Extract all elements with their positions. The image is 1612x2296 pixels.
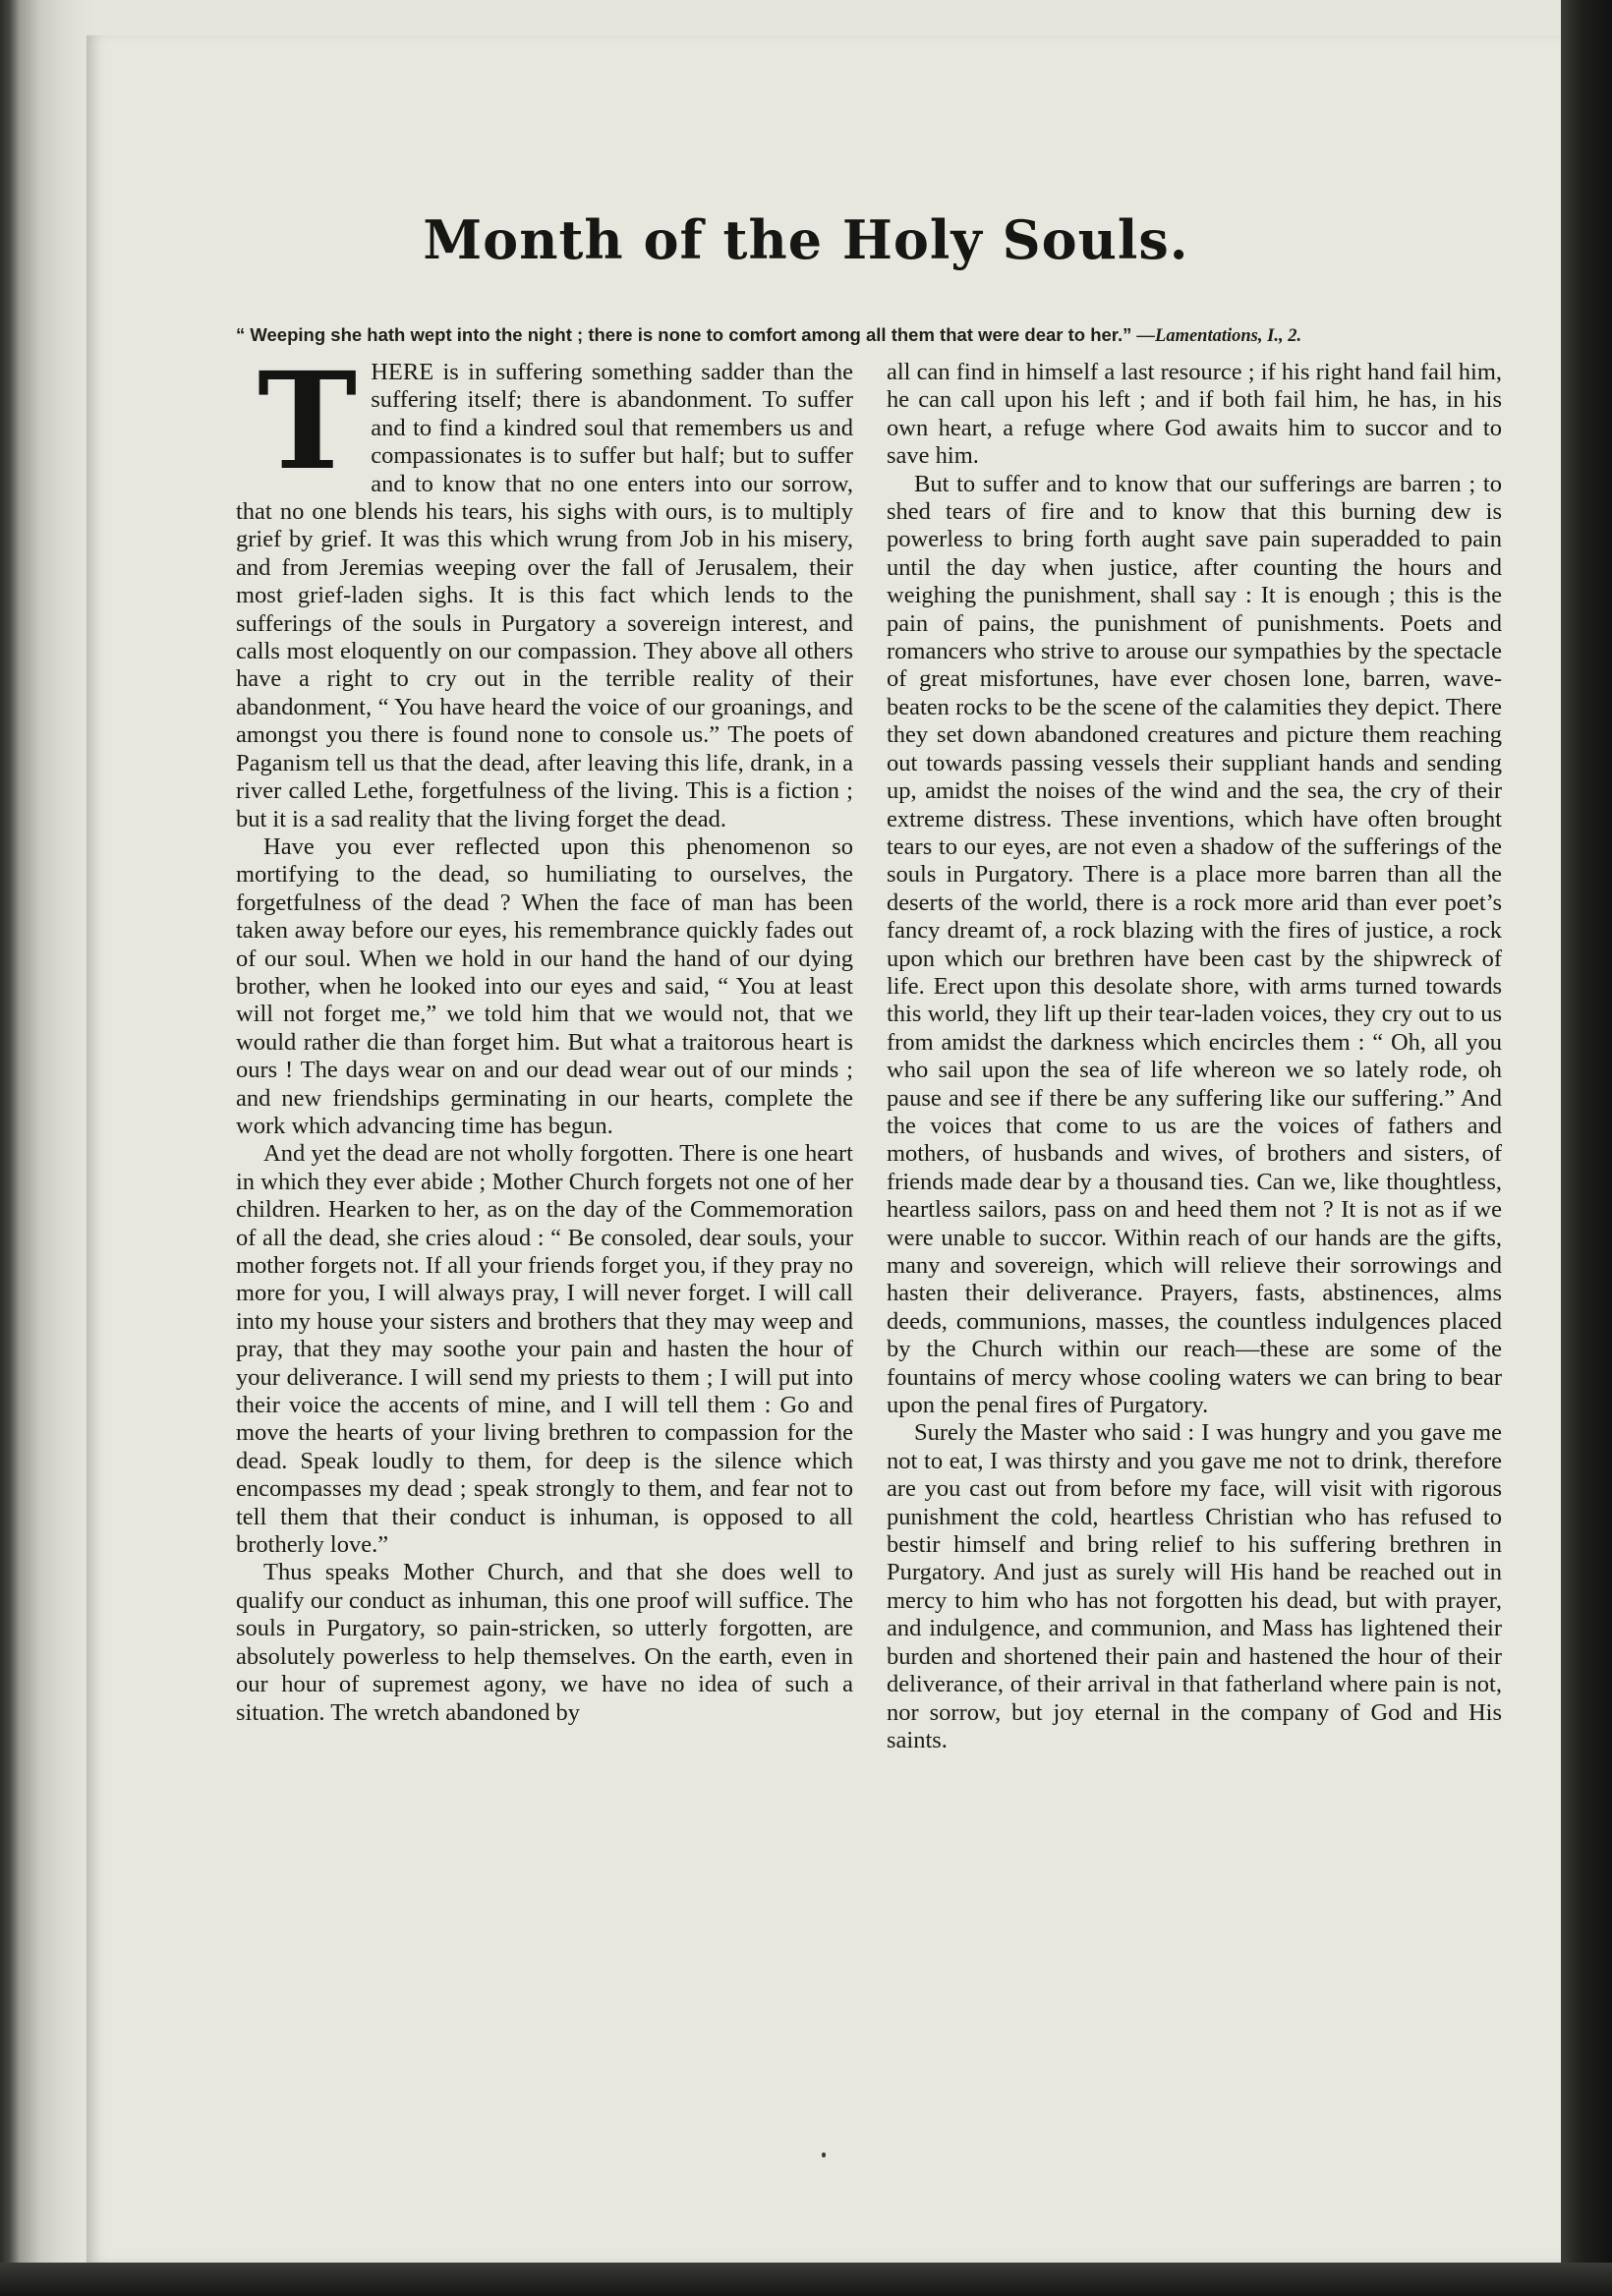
epigraph-quote: “ Weeping she hath wept into the night ; there is none to comfort among all them that were dear to her.” (236, 324, 1132, 345)
paragraph: Thus speaks Mother Church, and that she does well to qualify our conduct as inhuman, this one proof will suffice. The souls in Purgatory, so pain-stricken, so utterly forgotten, are absolutely powerless to help themselves. On the earth, even in our hour of supremest agony, we have no idea of such a situation. The wretch abandoned by (236, 1559, 853, 1726)
drop-cap: T (258, 343, 358, 500)
right-column (887, 359, 1502, 1754)
epigraph-source: —Lamentations, I., 2. (1136, 326, 1302, 346)
paragraph-text: HERE is in suffering something sadder than the suffering itself; there is abandonment. To suffer and to find a kindred soul that remembers us and compassionates is to suffer but half; but to suffer and to know that no one enters into our sorrow, that no one blends his tears, his sighs with ours, is to multiply grief by grief. It was this which wrung from Job in his misery, and from Jeremias weeping over the fall of Jerusalem, their most grief-laden sighs. It is this fact which lends to the sufferings of the souls in Purgatory a sovereign interest, and calls most eloquently on our compassion. They above all others have a right to cry out in the terrible reality of their abandonment, “ You have heard the voice of our groanings, and amongst you there is found none to console us.” The poets of Paganism tell us that the dead, after leaving this life, drank, in a river called Lethe, forgetfulness of the living. This is a fiction ; but it is a sad reality that the living forget the dead. (236, 359, 853, 832)
ink-speck (822, 2152, 826, 2157)
paragraph: all can find in himself a last resource ; if his right hand fail him, he can call upon his left ; and if both fail him, he has, in his own heart, a refuge where God awaits him to succor and to save him. (887, 359, 1502, 470)
paragraph (236, 343, 853, 833)
bottom-edge (0, 2263, 1612, 2296)
epigraph (236, 324, 1514, 347)
paragraph: Surely the Master who said : I was hungry and you gave me not to eat, I was thirsty and you gave me not to drink, therefore are you cast out from before my face, will visit with rigorous punishment the cold, heartless Christian who has refused to bestir himself and bring relief to his suffering brethren in Purgatory. And just as surely will His hand be reached out in mercy to him who has not forgotten his dead, but with prayer, and indulgence, and communion, and Mass has lightened their burden and shortened their pain and hastened the hour of their deliverance, of their arrival in that fatherland where pain is not, nor sorrow, but joy eternal in the company of God and His saints. (887, 1419, 1502, 1753)
paragraph: But to suffer and to know that our sufferings are barren ; to shed tears of fire and to know that this burning dew is powerless to bring forth aught save pain superadded to pain until the day when justice, after counting the hours and weighing the punishment, shall say : It is enough ; this is the pain of pains, the punishment of punishments. Poets and romancers who strive to arouse our sympathies by the spectacle of great misfortunes, have ever chosen lone, barren, wave-beaten rocks to be the scene of the calamities they depict. There they set down abandoned creatures and picture them reaching out towards passing vessels their suppliant hands and sending up, amidst the noises of the wind and the sea, the cry of their extreme distress. These inventions, which have often brought tears to our eyes, are not even a shadow of the sufferings of the souls in Purgatory. There is a place more barren than all the deserts of the world, there is a rock more arid than ever poet’s fancy dreamt of, a rock blazing with the fires of justice, a rock upon which our brethren have been cast by the shipwreck of life. Erect upon this desolate shore, with arms turned towards this world, they lift up their tear-laden voices, they cry out to us from amidst the darkness which encircles them : “ Oh, all you who sail upon the sea of life whereon we so lately rode, oh pause and see if there be any suffering like our suffering.” And the voices that come to us are the voices of fathers and mothers, of husbands and wives, of brothers and sisters, of friends made dear by a thousand ties. Can we, like thoughtless, heartless sailors, pass on and heed them not ? It is not as if we were unable to succor. Within reach of our hands are the gifts, many and sovereign, which will relieve their sorrowings and hasten their deliverance. Prayers, fasts, abstinences, alms deeds, communions, masses, the countless indulgences placed by the Church within our reach—these are some of the fountains of mercy whose cooling waters we can bring to bear upon the penal fires of Purgatory. (887, 470, 1502, 1419)
left-column (236, 343, 853, 1727)
paragraph: And yet the dead are not wholly forgotten. There is one heart in which they ever abide ; Mother Church forgets not one of her children. Hearken to her, as on the day of the Commemoration of all the dead, she cries aloud : “ Be consoled, dear souls, your mother forgets not. If all your friends forget you, if they pray no more for you, I will always pray, I will never forget. I will call into my house your sisters and brothers that they may weep and pray, that they may soothe your pain and hasten the hour of your deliverance. I will send my priests to them ; I will put into their voice the accents of mine, and I will tell them : Go and move the hearts of your living brethren to compassion for the dead. Speak loudly to them, for deep is the silence which encompasses my dead ; speak strongly to them, and fear not to tell them that their conduct is inhuman, is opposed to all brotherly love.” (236, 1140, 853, 1559)
right-binding-edge (1561, 0, 1612, 2296)
paragraph: Have you ever reflected upon this phenomenon so mortifying to the dead, so humiliating to ourselves, the forgetfulness of the dead ? When the face of man has been taken away before our eyes, his remembrance quickly fades out of our soul. When we hold in our hand the hand of our dying brother, when he looked into our eyes and said, “ You at least will not forget me,” we told him that we would not, that we would rather die than forget him. But what a traitorous heart is ours ! The days wear on and our dead wear out of our minds ; and new friendships germinating in our hearts, complete the work which advancing time has begun. (236, 832, 853, 1139)
page-title: Month of the Holy Souls. (423, 208, 1189, 271)
